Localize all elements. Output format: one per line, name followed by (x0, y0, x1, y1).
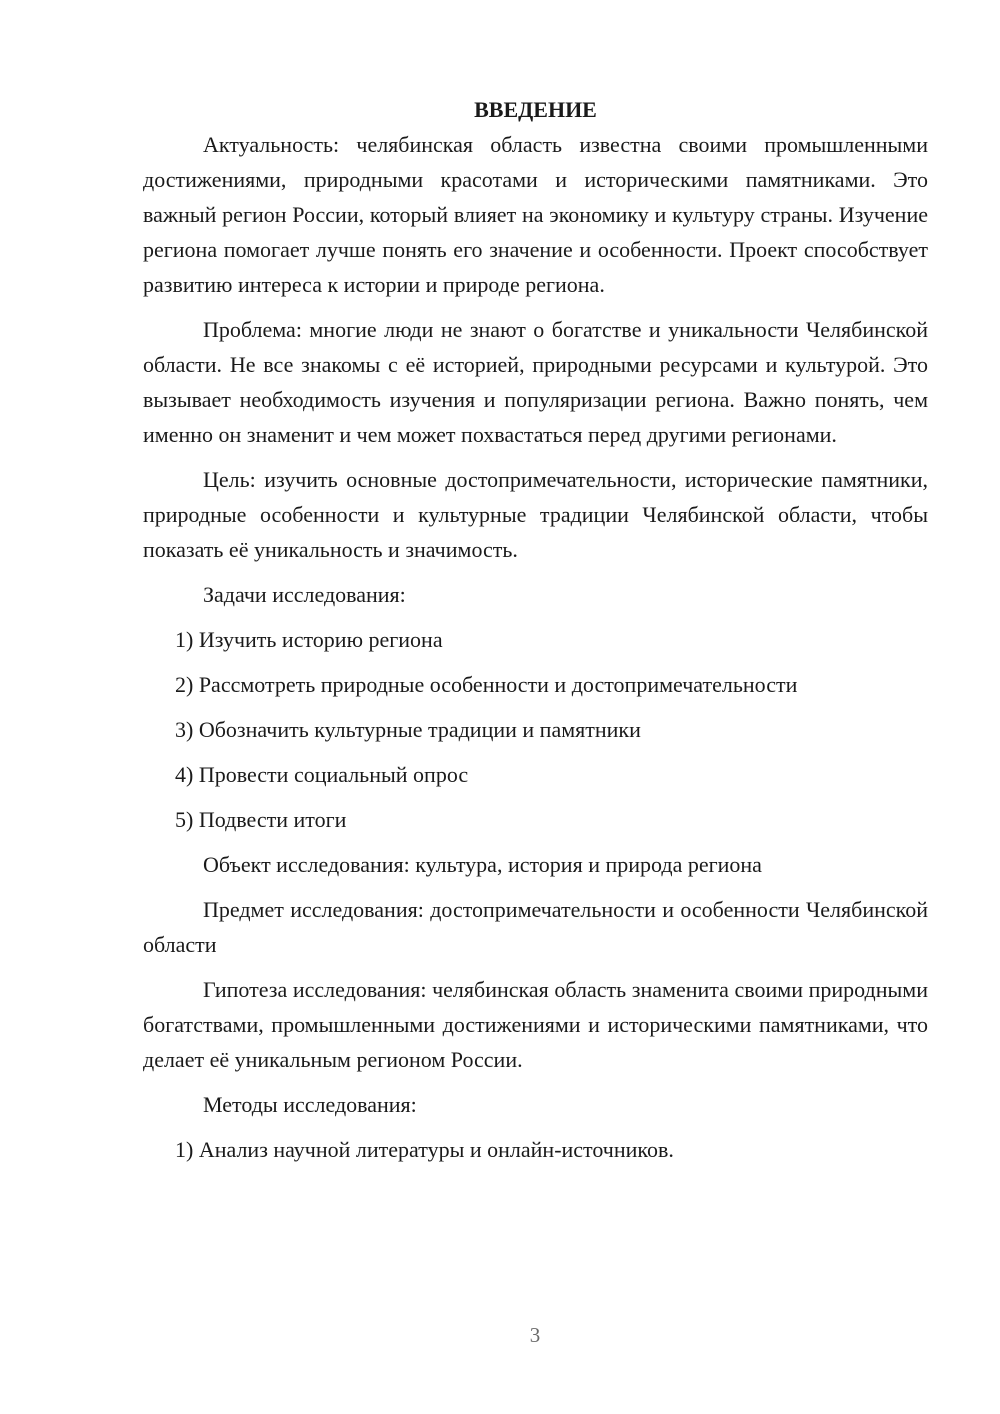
page-title: ВВЕДЕНИЕ (474, 97, 597, 122)
paragraph-goal: Цель: изучить основные достопримечательности, исторические памятники, природные особенности и культурные традиции Челябинской области, чтобы показать её уникальность и значимость. (143, 467, 928, 562)
methods-heading: Методы исследования: (203, 1092, 417, 1117)
page-number: 3 (529, 1323, 541, 1347)
list-item-task-5: 5) Подвести итоги (175, 807, 347, 832)
list-item-task-4: 4) Провести социальный опрос (175, 762, 469, 787)
paragraph-object: Объект исследования: культура, история и природа региона (203, 852, 762, 877)
paragraph-problem: Проблема: многие люди не знают о богатстве и уникальности Челябинской области. Не все знакомы с её историей, природными ресурсами и культурой. Это вызывает необходимость изучения и популяризации региона. Важно понять, чем именно он знаменит и чем может похвастаться перед другими регионами. (143, 317, 928, 447)
paragraph-subject: Предмет исследования: достопримечательности и особенности Челябинской области (143, 897, 928, 957)
document-page (143, 92, 928, 1167)
tasks-heading: Задачи исследования: (203, 582, 406, 607)
paragraph-hypothesis: Гипотеза исследования: челябинская область знаменита своими природными богатствами, промышленными достижениями и историческими памятниками, что делает её уникальным регионом России. (143, 977, 928, 1072)
paragraph-relevance: Актуальность: челябинская область известна своими промышленными достижениями, природными красотами и историческими памятниками. Это важный регион России, который влияет на экономику и культуру страны. Изучение региона помогает лучше понять его значение и особенности. Проект способствует развитию интереса к истории и природе региона. (143, 132, 928, 297)
list-item-method-1: 1) Анализ научной литературы и онлайн-источников. (175, 1137, 674, 1162)
list-item-task-3: 3) Обозначить культурные традиции и памятники (175, 717, 641, 742)
list-item-task-1: 1) Изучить историю региона (175, 627, 443, 652)
list-item-task-2: 2) Рассмотреть природные особенности и достопримечательности (175, 672, 798, 697)
